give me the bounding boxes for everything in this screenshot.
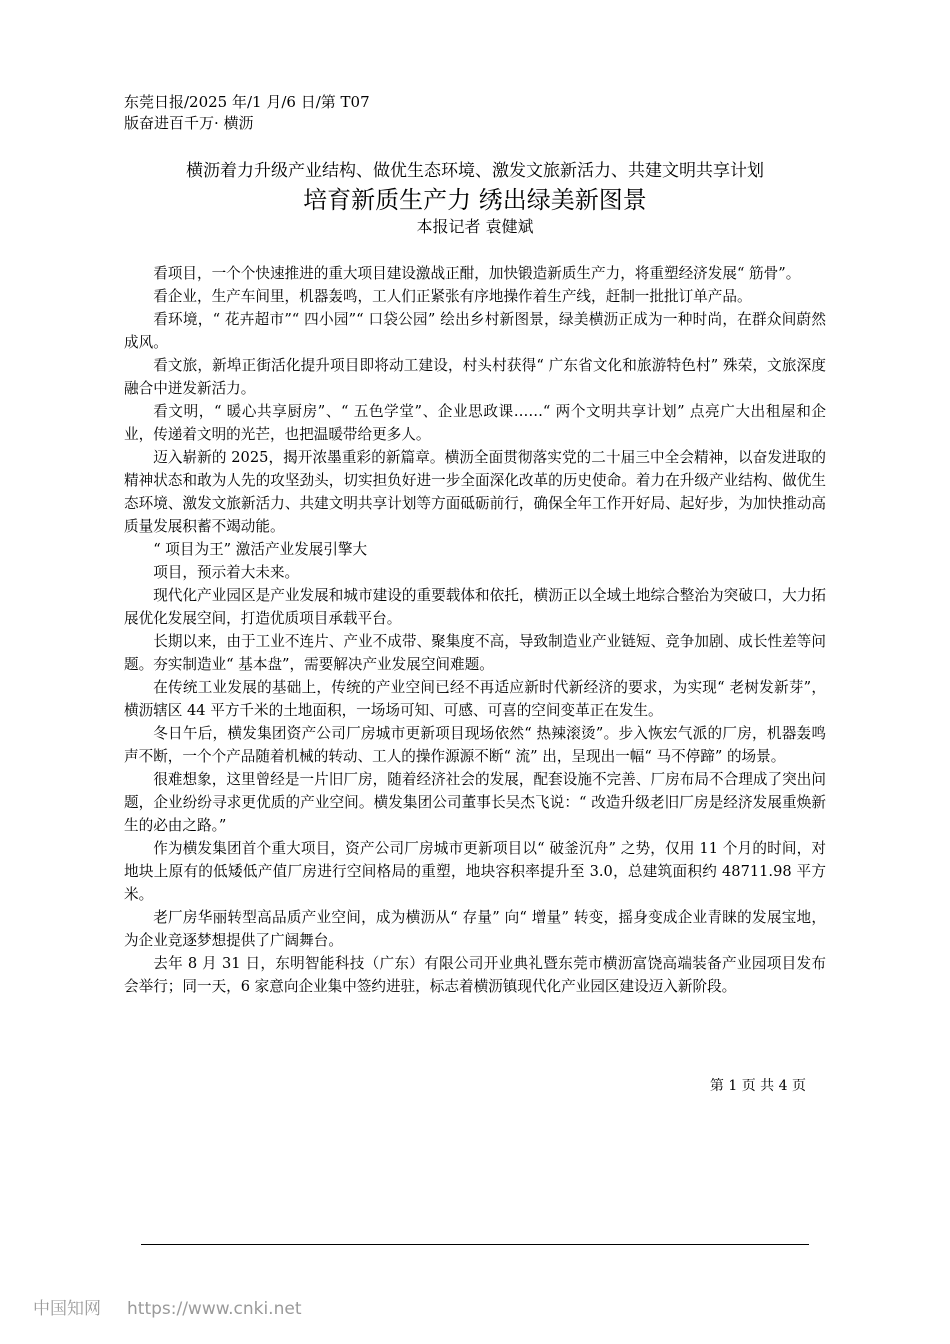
paragraph: 看企业，生产车间里，机器轰鸣，工人们正紧张有序地操作着生产线，赶制一批批订单产品。 xyxy=(153,288,752,305)
section-subheading: “ 项目为王” 激活产业发展引擎大 xyxy=(153,541,368,558)
footer-brand: 中国知网 xyxy=(33,1299,101,1319)
paragraph: 在传统工业发展的基础上，传统的产业空间已经不再适应新时代新经济的要求，为实现“ 老树发新芽”，横沥辖区 44 平方千米的土地面积，一场场可知、可感、可喜的空间变革正在发生。 xyxy=(124,679,826,719)
article-byline: 本报记者 袁健斌 xyxy=(416,217,534,236)
article-title: 培育新质生产力 绣出绿美新图景 xyxy=(303,186,647,214)
footer-divider xyxy=(141,1244,809,1245)
paragraph: 长期以来，由于工业不连片、产业不成带、聚集度不高，导致制造业产业链短、竞争加剧、成长性差等问题。夯实制造业“ 基本盘”，需要解决产业发展空间难题。 xyxy=(124,633,826,673)
paragraph: 看文明，“ 暖心共享厨房”、“ 五色学堂”、企业思政课……“ 两个文明共享计划” 点亮广大出租屋和企业，传递着文明的光芒，也把温暖带给更多人。 xyxy=(124,403,826,443)
article-body xyxy=(124,262,826,998)
paragraph: 去年 8 月 31 日，东明智能科技（广东）有限公司开业典礼暨东莞市横沥富饶高端装备产业园项目发布会举行；同一天，6 家意向企业集中签约进驻，标志着横沥镇现代化产业园区建设迈入新阶段。 xyxy=(124,955,826,995)
paragraph: 项目，预示着大未来。 xyxy=(153,564,300,581)
paragraph: 很难想象，这里曾经是一片旧厂房，随着经济社会的发展，配套设施不完善、厂房布局不合理成了突出问题，企业纷纷寻求更优质的产业空间。横发集团公司董事长吴杰飞说：“ 改造升级老旧厂房是经济发展重焕新生的必由之路。” xyxy=(124,771,826,834)
source-line: 东莞日报/2025 年/1 月/6 日/第 T07 xyxy=(124,93,370,111)
paragraph: 冬日午后，横发集团资产公司厂房城市更新项目现场依然“ 热辣滚烫”。步入恢宏气派的厂房，机器轰鸣声不断，一个个产品随着机械的转动、工人的操作源源不断“ 流” 出，呈现出一幅“ 马不停蹄” 的场景。 xyxy=(124,725,826,765)
paragraph: 作为横发集团首个重大项目，资产公司厂房城市更新项目以“ 破釜沉舟” 之势，仅用 11 个月的时间，对地块上原有的低矮低产值厂房进行空间格局的重塑，地块容积率提升至 3.0，总建筑面积约 48711.98 平方米。 xyxy=(124,840,826,903)
source-meta xyxy=(124,92,370,134)
paragraph: 看环境，“ 花卉超市”“ 四小园”“ 口袋公园” 绘出乡村新图景，绿美横沥正成为一种时尚，在群众间蔚然成风。 xyxy=(124,311,826,351)
footer-url: https://www.cnki.net xyxy=(127,1299,302,1319)
article-kicker: 横沥着力升级产业结构、做优生态环境、激发文旅新活力、共建文明共享计划 xyxy=(186,161,764,181)
paragraph: 老厂房华丽转型高品质产业空间，成为横沥从“ 存量” 向“ 增量” 转变，摇身变成企业青睐的发展宝地，为企业竞逐梦想提供了广阔舞台。 xyxy=(124,909,826,949)
page-number: 第 1 页 共 4 页 xyxy=(709,1078,806,1094)
paragraph: 迈入崭新的 2025，揭开浓墨重彩的新篇章。横沥全面贯彻落实党的二十届三中全会精神，以奋发进取的精神状态和敢为人先的攻坚劲头，切实担负好进一步全面深化改革的历史使命。着力在升级产业结构、做优生态环境、激发文旅新活力、共建文明共享计划等方面砥砺前行，确保全年工作开好局、起好步，为加快推动高质量发展积蓄不竭动能。 xyxy=(124,449,826,535)
headline-block xyxy=(124,158,826,238)
section-line: 版奋进百千万· 横沥 xyxy=(124,114,254,132)
paragraph: 现代化产业园区是产业发展和城市建设的重要载体和依托，横沥正以全域土地综合整治为突破口，大力拓展优化发展空间，打造优质项目承载平台。 xyxy=(124,587,826,627)
footer-watermark xyxy=(33,1294,327,1319)
paragraph: 看文旅，新埠正街活化提升项目即将动工建设，村头村获得“ 广东省文化和旅游特色村” 殊荣，文旅深度融合中迸发新活力。 xyxy=(124,357,826,397)
paragraph: 看项目，一个个快速推进的重大项目建设激战正酣，加快锻造新质生产力，将重塑经济发展“ 筋骨”。 xyxy=(153,265,801,282)
